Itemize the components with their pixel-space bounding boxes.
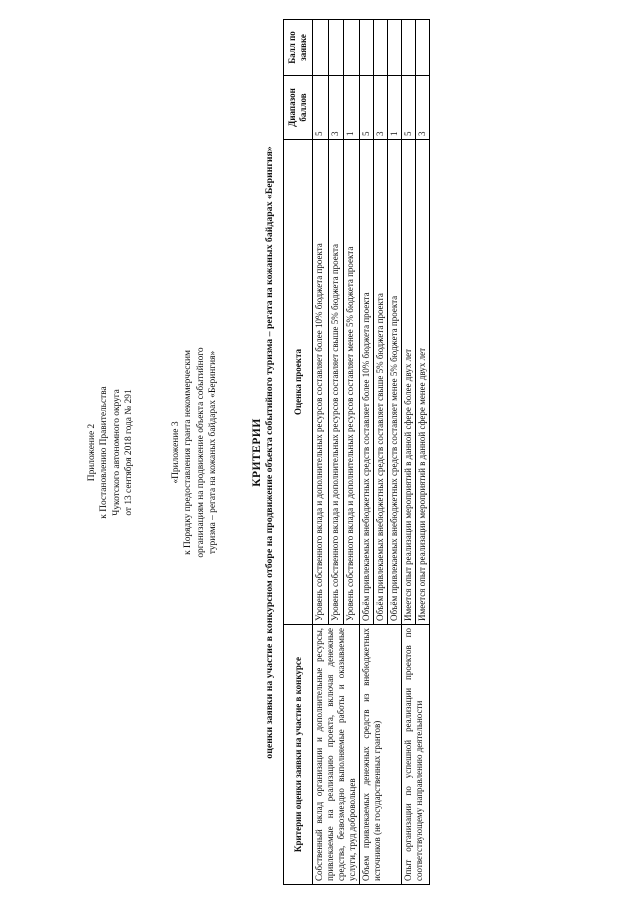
score-cell (328, 20, 344, 76)
appendix-line: от 13 сентября 2018 года № 291 (124, 389, 135, 516)
range-cell: 3 (416, 76, 430, 140)
evaluation-cell: Уровень собственного вклада и дополнительных ресурсов составляет менее 5% бюджета проекта (344, 140, 360, 625)
range-cell: 5 (360, 76, 374, 140)
evaluation-cell: Объём привлекаемых внебюджетных средств составляет менее 5% бюджета проекта (388, 140, 402, 625)
table-row (402, 20, 416, 885)
score-cell (416, 20, 430, 76)
header-row (284, 20, 313, 885)
criterion-cell: Опыт организации по успешной реализации проектов по соответствующему направлению деятельности (402, 625, 430, 885)
appendix3-block (170, 0, 220, 905)
score-cell (313, 20, 329, 76)
evaluation-cell: Имеется опыт реализации мероприятий в данной сфере более двух лет (402, 140, 416, 625)
range-cell: 5 (402, 76, 416, 140)
appendix-line: к Постановлению Правительства (99, 386, 110, 519)
header-score: Балл по заявке (284, 20, 313, 76)
range-cell: 1 (344, 76, 360, 140)
evaluation-cell: Объём привлекаемых внебюджетных средств составляет свыше 5% бюджета проекта (374, 140, 388, 625)
appendix3-line: к Порядку предоставления гранта некоммерческим (183, 350, 194, 555)
criterion-cell: Объем привлекаемых денежных средств из внебюджетных источников (не государственных грантов) (360, 625, 402, 885)
evaluation-cell: Объём привлекаемых внебюджетных средств составляет более 10% бюджета проекта (360, 140, 374, 625)
header-range: Диапазон баллов (284, 76, 313, 140)
evaluation-cell: Имеется опыт реализации мероприятий в данной сфере менее двух лет (416, 140, 430, 625)
table-row (313, 20, 329, 885)
appendix3-line: «Приложение 3 (171, 421, 181, 484)
range-cell: 5 (313, 76, 329, 140)
appendix3-line: туризма – регата на кожаных байдарах «Берингия» (208, 350, 219, 555)
evaluation-cell: Уровень собственного вклада и дополнительных ресурсов составляет свыше 5% бюджета проекта (328, 140, 344, 625)
header-evaluation: Оценка проекта (284, 140, 313, 625)
score-cell (344, 20, 360, 76)
appendix3-line: организациям на продвижение объекта событийного (195, 347, 206, 558)
appendix-line: Чукотского автономного округа (111, 389, 122, 516)
criteria-table (283, 19, 430, 885)
table-row (360, 20, 374, 885)
score-cell (388, 20, 402, 76)
evaluation-cell: Уровень собственного вклада и дополнительных ресурсов составляет более 10% бюджета проекта (313, 140, 329, 625)
range-cell: 3 (374, 76, 388, 140)
appendix-line: Приложение 2 (87, 423, 97, 482)
document-title: КРИТЕРИИ (251, 418, 263, 487)
score-cell (374, 20, 388, 76)
criterion-cell: Собственный вклад организации и дополнительные ресурсы, привлекаемые на реализацию проекта, включая денежные средства, безвозмездно выполняемые работы и оказываемые услуги, труд добровольцев (313, 625, 360, 885)
range-cell: 1 (388, 76, 402, 140)
appendix-block (86, 0, 136, 905)
score-cell (402, 20, 416, 76)
score-cell (360, 20, 374, 76)
range-cell: 3 (328, 76, 344, 140)
header-criterion: Критерии оценки заявки на участие в конкурсе (284, 625, 313, 885)
document-subtitle: оценки заявки на участие в конкурсном отборе на продвижение объекта событийного туризма – регата на кожаных байдарах «Берингия» (264, 146, 275, 759)
